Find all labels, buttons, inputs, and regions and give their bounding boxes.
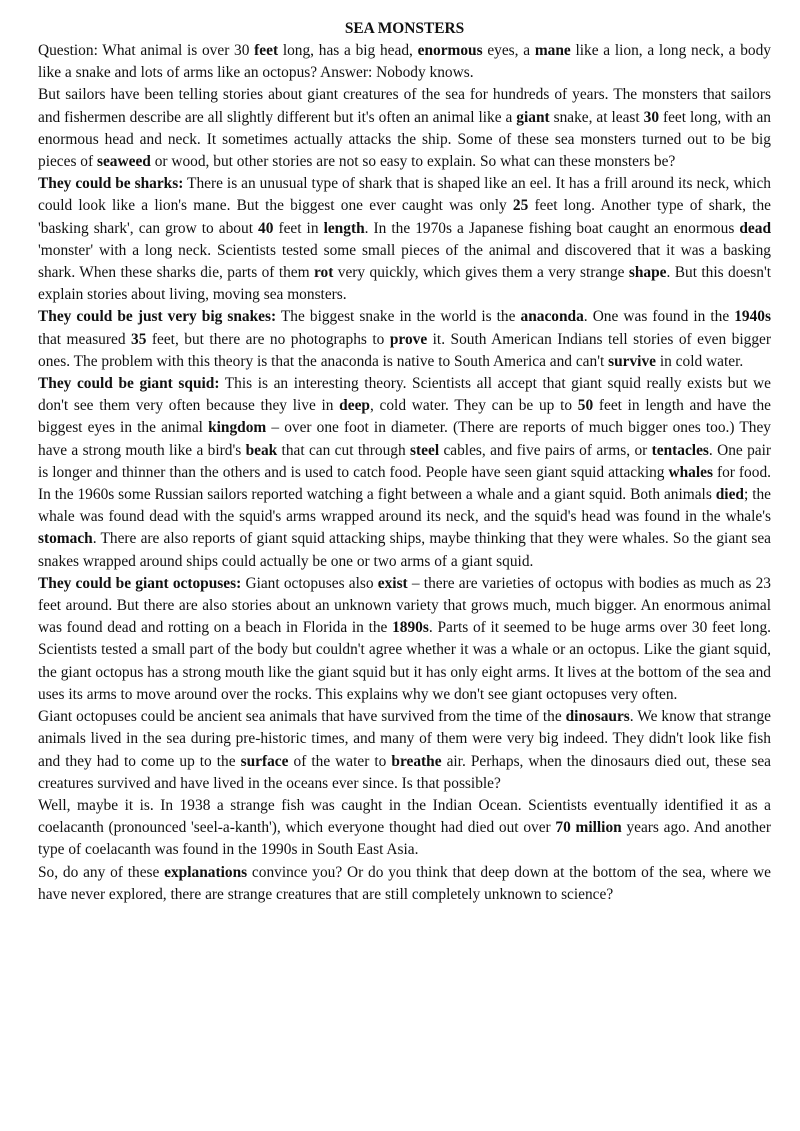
text-run: Question: What animal is over 30 [38,42,255,59]
bold-term: tentacles [651,441,709,459]
bold-term: They could be sharks: [38,175,184,193]
text-run: . In the 1970s a Japanese fishing boat caught an enormous [364,219,740,237]
text-run: Giant octopuses also [241,574,378,592]
paragraph-conclusion [38,862,771,906]
text-run: or wood, but other stories are not so easy to explain. So what can these monsters be? [150,153,676,171]
text-run: . Parts of it seemed to be huge arms over 30 feet long. Scientists tested a small part of the body but couldn't agree whether it was a whale or an octopus. Like the giant squid, the giant octopus has a strong mouth like the giant squid but it has only eight arms. It lives at the bottom of the sea and uses its arms to move around over the rocks. This explains why we don't see giant octopuses very often. [38,619,771,703]
text-run: cables, and five pairs of arms, or [439,441,652,459]
bold-term: prove [389,330,428,348]
text-run: Well, maybe it is. In 1938 a strange fish was caught in the Indian Ocean. Scientists eventually identified it as a coelacanth (pronounced 'seel-a-kanth'), which everyone thought had died out over [38,796,771,837]
text-run: . There are also reports of giant squid attacking ships, maybe thinking that they were whales. So the giant sea snakes wrapped around ships could actually be one or two arms of a giant squid. [38,530,771,570]
text-run: feet, but there are no photographs to [146,330,390,348]
bold-term: 35 [131,330,147,348]
bold-term: 25 [512,197,529,215]
text-run: The biggest snake in the world is the [276,308,521,326]
text-run: Giant octopuses could be ancient sea animals that have survived from the time of the [38,708,566,726]
document-title: SEA MONSTERS [344,20,465,37]
bold-term: beak [245,441,278,459]
text-run: very quickly, which gives them a very strange [333,264,629,282]
text-run: convince you? Or do you think that deep down at the bottom of the sea, where we have never explored, there are strange creatures that are still completely unknown to science? [38,863,772,903]
text-run: So, do any of these [38,863,165,881]
text-run: years ago. And another type of coelacanth was found in the 1990s in South East Asia. [38,819,771,859]
paragraph-2 [38,84,771,173]
bold-term: dinosaurs [565,708,630,726]
paragraph-giant-octopuses [38,573,771,706]
bold-term: 70 million [555,819,622,837]
text-run: . One pair is longer and thinner than the others and is used to catch food. People have seen giant squid attacking [38,441,771,481]
bold-term: feet [254,42,279,59]
bold-term: steel [410,441,440,459]
bold-term: dead [739,219,772,237]
paragraph-1 [38,40,771,84]
bold-term: kingdom [208,419,267,437]
bold-term: whales [668,463,713,481]
bold-term: seaweed [96,153,151,171]
bold-term: mane [534,42,571,59]
text-run: , cold water. They can be up to [369,397,578,415]
text-run: . One was found in the [583,308,735,326]
bold-term: explanations [164,863,248,881]
bold-term: giant [516,108,550,126]
text-run: 'monster' with a long neck. Scientists tested some small pieces of the animal and discovered that it was a basking shark. When these sharks die, parts of them [38,241,771,282]
bold-term: 40 [258,219,274,237]
bold-term: survive [608,352,656,370]
article-body [38,40,771,906]
text-run: But sailors have been telling stories about giant creatures of the sea for hundreds of years. The monsters that sailors and fishermen describe are all slightly different but it's often an animal like a [38,86,771,126]
text-run: – there are varieties of octopus with bodies as much as 23 feet around. But there are also stories about an unknown variety that grows much, much bigger. An enormous animal was found dead and rotting on a beach in Florida in the [38,574,772,637]
paragraph-dinosaurs [38,706,771,795]
paragraph-sharks [38,173,771,306]
bold-term: anaconda [520,308,584,326]
text-run: . But this doesn't explain stories about living, moving sea monsters. [38,264,772,304]
text-run: . We know that strange animals lived in the sea during pre-historic times, and many of them were very big indeed. They didn't look like fish and they had to come up to the [38,708,771,770]
bold-term: 30 [643,108,660,126]
bold-term: They could be just very big snakes: [38,308,277,326]
text-run: air. Perhaps, when the dinosaurs died out, these sea creatures survived and have lived in the oceans ever since. Is that possible? [38,752,771,792]
bold-term: surface [240,752,289,770]
bold-term: deep [339,397,370,415]
text-run: This is an interesting theory. Scientists all accept that giant squid really exists but we don't see them very often because they live in [38,375,771,415]
bold-term: They could be giant octopuses: [38,574,242,592]
paragraph-giant-squid [38,373,771,573]
bold-term: 1890s [392,619,429,637]
bold-term: They could be giant squid: [38,375,220,393]
text-run: that can cut through [277,441,411,459]
text-run: long, has a big head, [278,42,418,59]
bold-term: length [323,219,365,237]
bold-term: stomach [38,530,93,548]
text-run: that measured [38,330,132,348]
paragraph-snakes [38,306,771,373]
bold-term: 50 [577,397,594,415]
text-run: snake, at least [549,108,644,126]
paragraph-coelacanth [38,795,771,862]
bold-term: breathe [391,752,442,770]
text-run: – over one foot in diameter. (There are reports of much bigger ones too.) They have a strong mouth like a bird's [38,419,772,459]
text-run: like a lion, a long neck, a body like a snake and lots of arms like an octopus? Answer: Nobody knows. [38,42,771,82]
text-run: of the water to [288,752,392,770]
text-run: eyes, a [482,42,535,59]
text-run: feet in [273,219,324,237]
bold-term: died [715,486,744,504]
text-run: for food. In the 1960s some Russian sailors reported watching a fight between a whale and a giant squid. Both animals [38,463,771,504]
text-run: feet in length and have the biggest eyes in the animal [38,397,771,437]
bold-term: 1940s [734,308,771,326]
text-run: feet long, with an enormous head and neck. It sometimes actually attacks the ship. Some of these sea monsters turned out to be big pieces of [38,108,771,171]
bold-term: enormous [417,42,483,59]
bold-term: rot [314,264,334,282]
text-run: in cold water. [656,352,744,370]
text-run: There is an unusual type of shark that is shaped like an eel. It has a frill around its neck, which could look like a lion's mane. But the biggest one ever caught was only [38,175,771,215]
bold-term: exist [377,574,408,592]
text-run: ; the whale was found dead with the squid's arms wrapped around its neck, and the squid's head was found in the whale's [38,486,771,526]
text-run: feet long. Another type of shark, the 'basking shark', can grow to about [38,197,771,237]
bold-term: shape [628,264,667,282]
text-run: it. South American Indians tell stories of even bigger ones. The problem with this theory is that the anaconda is native to South America and can't [38,330,771,370]
